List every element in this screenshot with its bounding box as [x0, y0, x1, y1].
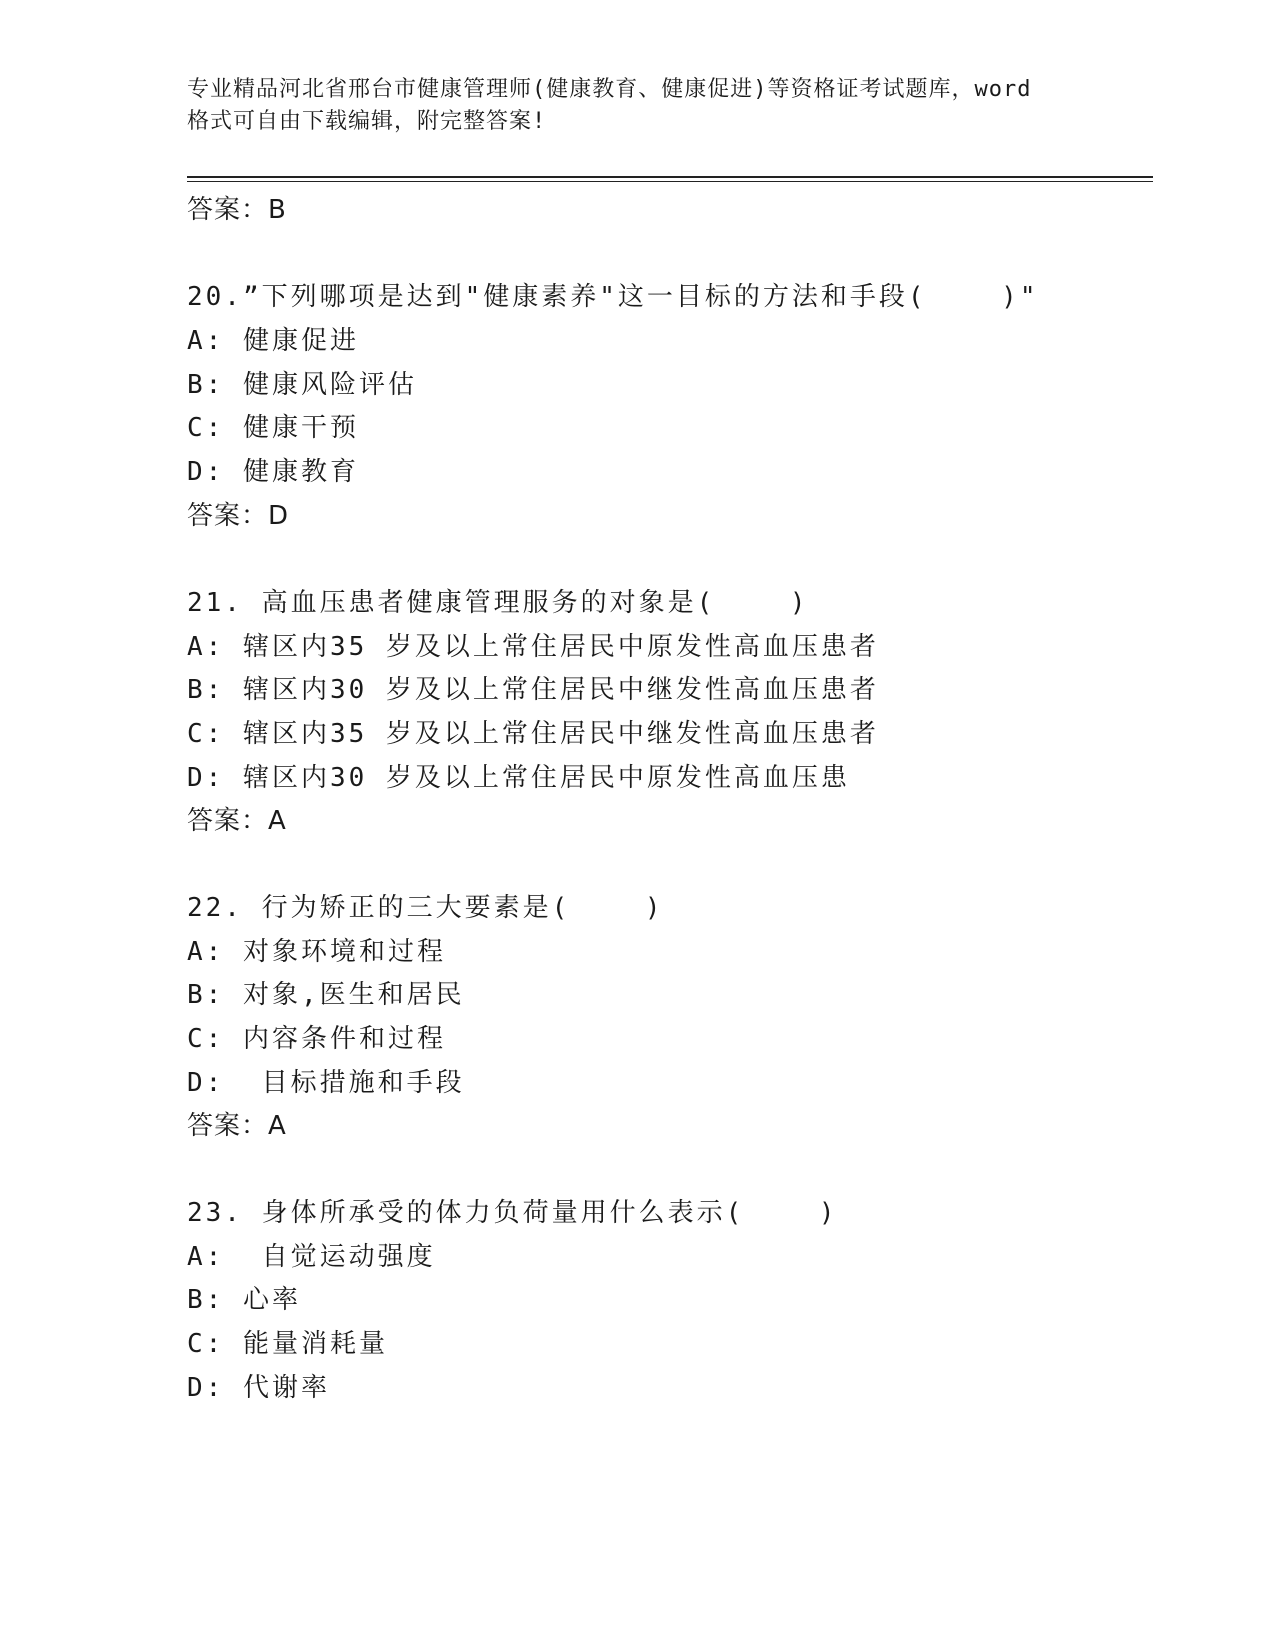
- q21-option-b: B: 辖区内30 岁及以上常住居民中继发性高血压患者: [187, 675, 879, 705]
- answer-21: 答案：A: [187, 806, 287, 836]
- header-line-1: 专业精品河北省邢台市健康管理师(健康教育、健康促进)等资格证考试题库，word: [187, 77, 1032, 102]
- q21-option-a: A: 辖区内35 岁及以上常住居民中原发性高血压患者: [187, 632, 879, 662]
- q23-option-c: C: 能量消耗量: [187, 1329, 388, 1359]
- q21-option-d: D: 辖区内30 岁及以上常住居民中原发性高血压患: [187, 763, 850, 793]
- question-22: 22. 行为矫正的三大要素是( ): [187, 893, 664, 923]
- q22-option-a: A: 对象环境和过程: [187, 937, 446, 967]
- q20-option-c: C: 健康干预: [187, 413, 359, 443]
- q21-option-c: C: 辖区内35 岁及以上常住居民中继发性高血压患者: [187, 719, 879, 749]
- question-21: 21. 高血压患者健康管理服务的对象是( ): [187, 588, 809, 618]
- question-20: 20.”下列哪项是达到"健康素养"这一目标的方法和手段( )": [187, 282, 1039, 312]
- q20-option-d: D: 健康教育: [187, 457, 359, 487]
- answer-19: 答案：B: [187, 195, 287, 225]
- q22-option-d: D: 目标措施和手段: [187, 1068, 465, 1098]
- q23-option-d: D: 代谢率: [187, 1373, 330, 1403]
- q20-option-b: B: 健康风险评估: [187, 370, 417, 400]
- header-rule-thick: [187, 176, 1153, 178]
- q22-option-c: C: 内容条件和过程: [187, 1024, 446, 1054]
- header-rule-thin: [187, 181, 1153, 182]
- header-line-2: 格式可自由下载编辑，附完整答案!: [187, 109, 547, 134]
- q23-option-a: A: 自觉运动强度: [187, 1242, 436, 1272]
- q20-option-a: A: 健康促进: [187, 326, 359, 356]
- answer-20: 答案：D: [187, 501, 290, 531]
- q22-option-b: B: 对象,医生和居民: [187, 980, 465, 1010]
- q23-option-b: B: 心率: [187, 1285, 301, 1315]
- page-header: [187, 74, 1087, 138]
- question-23: 23. 身体所承受的体力负荷量用什么表示( ): [187, 1198, 838, 1228]
- answer-22: 答案：A: [187, 1111, 287, 1141]
